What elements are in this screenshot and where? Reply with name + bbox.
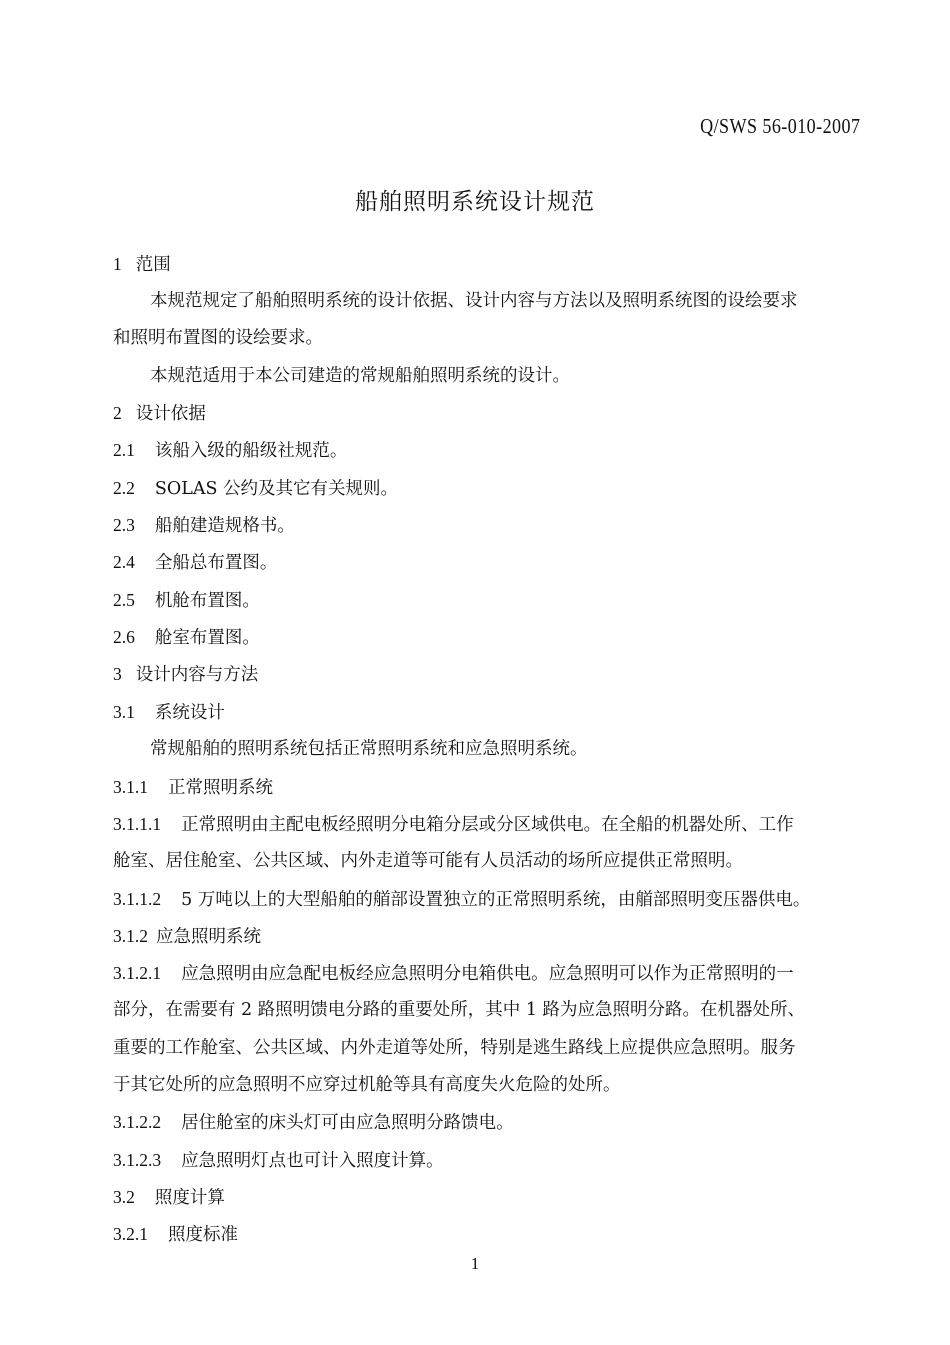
section-heading: 3 设计内容与方法 (113, 664, 259, 685)
page-number: 1 (470, 1254, 480, 1273)
clause-line: 3.1.2.3 应急照明灯点也可计入照度计算。 (113, 1150, 444, 1171)
clause-line: 2.3 船舶建造规格书。 (113, 515, 295, 536)
clause-line: 3.1.1 正常照明系统 (113, 777, 273, 798)
paragraph-line: 舱室、居住舱室、公共区域、内外走道等可能有人员活动的场所应提供正常照明。 (113, 851, 743, 871)
clause-line: 3.1.2 应急照明系统 (113, 926, 261, 947)
clause-line: 3.1.1.2 5 万吨以上的大型船舶的艏部设置独立的正常照明系统，由艏部照明变压器供电。 (113, 889, 811, 910)
clause-line: 3.1 系统设计 (113, 702, 225, 723)
paragraph-line: 于其它处所的应急照明不应穿过机舱等具有高度失火危险的处所。 (113, 1075, 621, 1095)
paragraph-line: 常规船舶的照明系统包括正常照明系统和应急照明系统。 (150, 739, 588, 759)
paragraph-line: 本规范规定了船舶照明系统的设计依据、设计内容与方法以及照明系统图的设绘要求 (150, 291, 798, 311)
paragraph-line: 重要的工作舱室、公共区域、内外走道等处所，特别是逃生路线上应提供应急照明。服务 (113, 1038, 796, 1058)
section-heading: 2 设计依据 (113, 403, 206, 424)
clause-line: 3.1.2.2 居住舱室的床头灯可由应急照明分路馈电。 (113, 1112, 514, 1133)
paragraph-line: 本规范适用于本公司建造的常规船舶照明系统的设计。 (150, 366, 570, 386)
paragraph-line: 和照明布置图的设绘要求。 (113, 328, 323, 348)
page-title: 船舶照明系统设计规范 (355, 189, 595, 215)
clause-line: 3.1.2.1 应急照明由应急配电板经应急照明分电箱供电。应急照明可以作为正常照明的一 (113, 963, 794, 984)
clause-line: 2.5 机舱布置图。 (113, 590, 260, 611)
section-heading: 1 范围 (113, 254, 171, 275)
clause-line: 2.2 SOLAS 公约及其它有关规则。 (113, 478, 399, 499)
clause-line: 2.4 全船总布置图。 (113, 552, 278, 573)
paragraph-line: 部分，在需要有 2 路照明馈电分路的重要处所，其中 1 路为应急照明分路。在机器处所、 (113, 1000, 806, 1020)
document-code: Q/SWS 56-010-2007 (699, 114, 860, 138)
clause-line: 2.6 舱室布置图。 (113, 627, 260, 648)
clause-line: 3.2.1 照度标准 (113, 1224, 238, 1245)
clause-line: 3.2 照度计算 (113, 1187, 225, 1208)
clause-line: 3.1.1.1 正常照明由主配电板经照明分电箱分层或分区域供电。在全船的机器处所、工作 (113, 814, 794, 835)
clause-line: 2.1 该船入级的船级社规范。 (113, 440, 348, 461)
